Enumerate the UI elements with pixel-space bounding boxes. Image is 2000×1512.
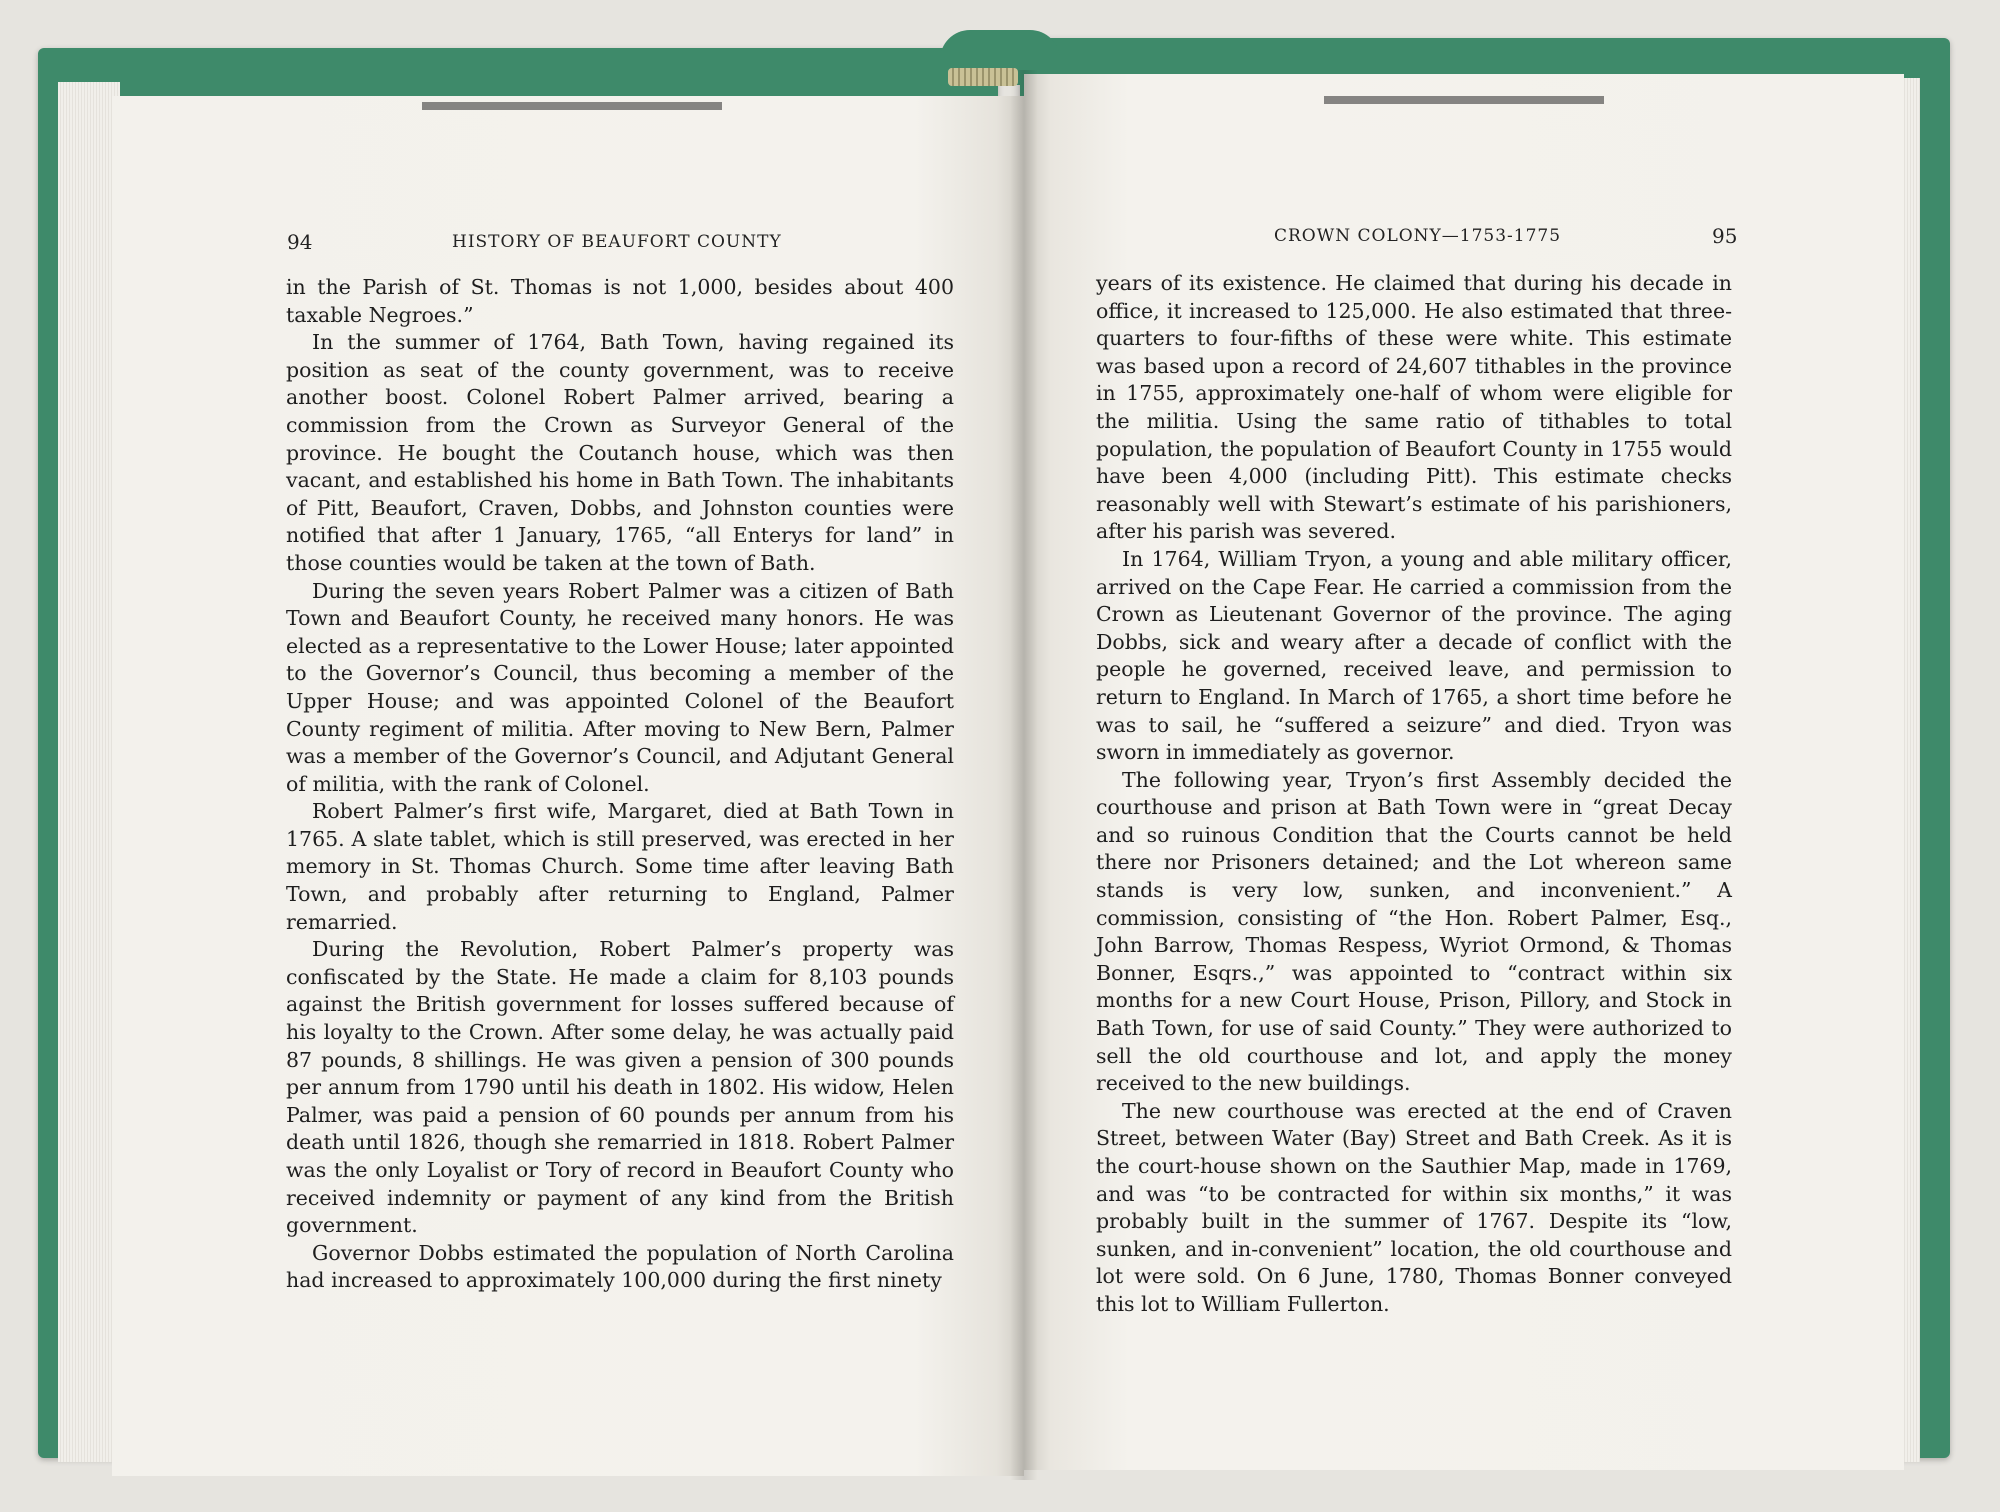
paragraph: During the Revolution, Robert Palmer’s property was confiscated by the State. He made a claim for 8,103 pounds against the British government for losses suffered because of his loyalty to the Crown. After some delay, he was actually paid 87 pounds, 8 shillings. He was given a pension of 300 pounds per annum from 1790 until his death in 1802. His widow, Helen Palmer, was paid a pension of 60 pounds per annum from his death until 1826, though she remarried in 1818. Robert Palmer was the only Loyalist or Tory of record in Beaufort County who received indemnity or payment of any kind from the British government. — [286, 937, 954, 1238]
paragraph: Robert Palmer’s first wife, Margaret, died at Bath Town in 1765. A slate tablet, which is still preserved, was erected in her memory in St. Thomas Church. Some time after leaving Bath Town, and probably after returning to England, Palmer remarried. — [286, 799, 954, 934]
right-running-head: CROWN COLONY—1753-1775 — [1274, 226, 1562, 246]
left-running-head: HISTORY OF BEAUFORT COUNTY — [452, 232, 782, 252]
gutter-shadow — [1010, 70, 1038, 1480]
bookmark-ribbon — [948, 68, 1018, 86]
paragraph: Governor Dobbs estimated the population of North Carolina had increased to approximately 100,000 during the first ninety — [286, 1240, 954, 1293]
left-body-text — [286, 274, 954, 1295]
show-through-mark — [422, 102, 722, 110]
right-body-text — [1096, 270, 1732, 1319]
paragraph: In the summer of 1764, Bath Town, having regained its position as seat of the county government, was to receive another boost. Colonel Robert Palmer arrived, bearing a commission from the Crown as Surveyor General of the province. He bought the Coutanch house, which was then vacant, and established his home in Bath Town. The inhabitants of Pitt, Beaufort, Craven, Dobbs, and Johnston counties were notified that after 1 January, 1765, “all Enterys for land” in those counties would be taken at the town of Bath. — [286, 330, 954, 575]
right-page — [1024, 74, 1904, 1470]
paragraph: in the Parish of St. Thomas is not 1,000, besides about 400 taxable Negroes.” — [286, 275, 954, 327]
paragraph: The following year, Tryon’s first Assembly decided the courthouse and prison at Bath Town were in “great Decay and so ruinous Condition that the Courts cannot be held there nor Prisoners detained; and the Lot whereon same stands is very low, sunken, and inconvenient.” A commission, consisting of “the Hon. Robert Palmer, Esq., John Barrow, Thomas Respess, Wyriot Ormond, & Thomas Bonner, Esqrs.,” was appointed to “contract within six months for a new Court House, Prison, Pillory, and Stock in Bath Town, for use of said County.” They were authorized to sell the old courthouse and lot, and apply the money received to the new buildings. — [1096, 767, 1732, 1096]
right-page-number: 95 — [1712, 224, 1738, 248]
page-edges-left — [58, 82, 120, 1462]
left-page-number: 94 — [287, 230, 313, 254]
paragraph: In 1764, William Tryon, a young and able military officer, arrived on the Cape Fear. He carried a commission from the Crown as Lieutenant Governor of the province. The aging Dobbs, sick and weary after a decade of conflict with the people he governed, received leave, and permission to return to England. In March of 1765, a short time before he was to sail, he “suffered a seizure” and died. Tryon was sworn in immediately as governor. — [1096, 546, 1732, 765]
paragraph: During the seven years Robert Palmer was a citizen of Bath Town and Beaufort County, he received many honors. He was elected as a representative to the Lower House; later appointed to the Governor’s Council, thus becoming a member of the Upper House; and was appointed Colonel of the Beaufort County regiment of militia. After moving to New Bern, Palmer was a member of the Governor’s Council, and Adjutant General of militia, with the rank of Colonel. — [286, 578, 954, 796]
left-page — [112, 96, 1024, 1476]
paragraph: years of its existence. He claimed that during his decade in office, it increased to 125,000. He also estimated that three-quarters to four-fifths of these were white. This estimate was based upon a record of 24,607 tithables in the province in 1755, approximately one-half of whom were eligible for the militia. Using the same ratio of tithables to total population, the population of Beaufort County in 1755 would have been 4,000 (including Pitt). This estimate checks reasonably well with Stewart’s estimate of his parishioners, after his parish was severed. — [1096, 271, 1732, 544]
show-through-mark — [1324, 96, 1604, 104]
paragraph: The new courthouse was erected at the end of Craven Street, between Water (Bay) Street and Bath Creek. As it is the court-house shown on the Sauthier Map, made in 1769, and was “to be contracted for within six months,” it was probably built in the summer of 1767. Despite its “low, sunken, and in-convenient” location, the old courthouse and lot were sold. On 6 June, 1780, Thomas Bonner conveyed this lot to William Fullerton. — [1096, 1098, 1732, 1316]
